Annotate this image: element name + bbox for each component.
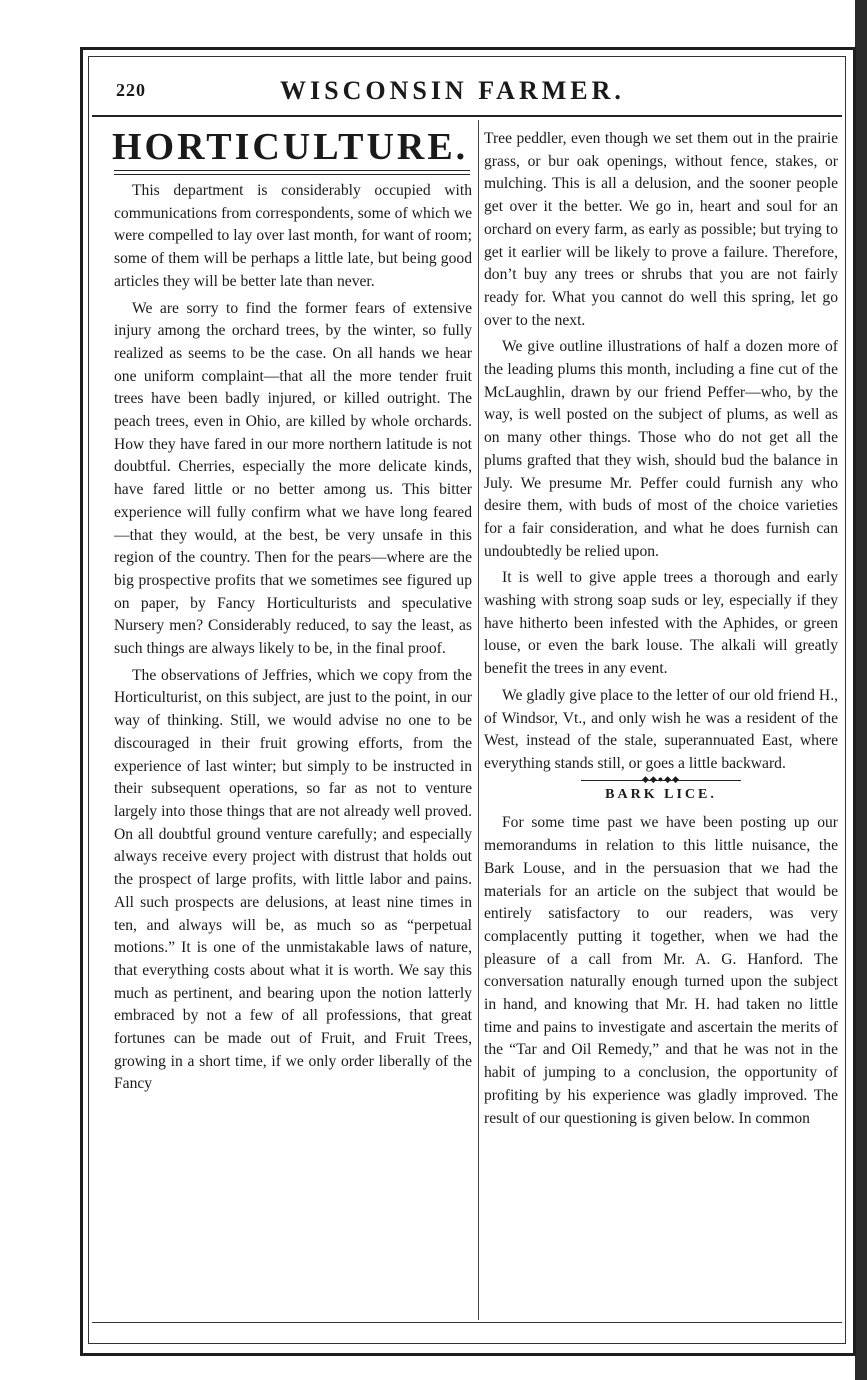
paragraph: It is well to give apple trees a thorough and early washing with strong soap suds or ley, especially if they have hitherto been infested with the Aphides, or green louse, or even the bark louse. The alkali will greatly benefit the trees in any event. [484,569,838,678]
subhead-rule [581,780,741,781]
paragraph: We are sorry to find the former fears of extensive injury among the orchard trees, by the winter, so fully realized as seems to be the case. On all hands we hear one uniform complaint—that all the more tender fruit trees have been badly injured, or killed outright. The peach trees, even in Ohio, are killed by whole orchards. How they have fared in our more northern latitude is not doubtful. Cherries, especially the more delicate kinds, have fared little or no better among us. This bitter experience will fully confirm what we have long feared—that they would, at the best, be very unsafe in this region of the country. Then for the pears—where are the big prospective profits that we sometimes see figured up on paper, by Fancy Horticulturists and speculative Nursery men? Considerably reduced, to say the least, as such things are always likely to be, in the final proof. [114,299,472,658]
title-rule-top [114,170,470,171]
subhead: BARK LICE. [605,786,717,802]
running-title: WISCONSIN FARMER. [280,76,625,105]
section-title: HORTICULTURE. [112,126,469,168]
paragraph: This department is considerably occupied with communications from correspondents, some of which we were compelled to lay over last month, for want of room; some of them will be perhaps a little late, but being good articles they will be better late than never. [114,182,472,290]
paragraph: We gladly give place to the letter of our old friend H., of Windsor, Vt., and only wish he was a resident of the West, instead of the stale, superannuated East, where everything stands still, or goes a little backward. [484,686,838,772]
page-edge-shadow [855,0,867,1380]
left-column [114,180,472,1100]
subhead-block [484,773,838,807]
footer-rule [92,1322,842,1323]
paragraph: The observations of Jeffries, which we copy from the Horticulturist, on this subject, are just to the point, in our way of thinking. Still, we would advise no one to be discouraged in their fruit growing efforts, from the experience of last winter; but simply to be instructed in their subsequent operations, so far as not to venture largely into those things that are not already well proved. On all doubtful ground venture carefully; and especially always receive every project with distrust that holds out the prospect of large profits, with little labor and pains. All such prospects are delusions, at least nine times in ten, and always will be, as much so as “perpetual motions.” It is one of the unmistakable laws of nature, that everything costs about what it is worth. We say this much as pertinent, and bearing upon the notion latterly embraced by not a few of all professions, that great fortunes can be made out of Fruit, and Fruit Trees, growing in a short time, if we only order liberally of the Fancy [114,666,472,1093]
right-column [484,128,838,1134]
paragraph: For some time past we have been posting up our memorandums in relation to this little nuisance, the Bark Louse, and in the persuasion that we had the materials for an article on the subject that would be entirely satisfactory to our readers, was very complacently putting it together, when we had the pleasure of a call from Mr. A. G. Hanford. The conversation naturally enough turned upon the subject in hand, and knowing that Mr. H. had taken no little time and pains to investigate and ascertain the merits of the “Tar and Oil Remedy,” and that he was not in the habit of jumping to a conclusion, the opportunity of profiting by his experience was gladly improved. The result of our questioning is given below. In common [484,814,838,1127]
header-rule [92,115,842,117]
ornament-icon: ◆◆●◆◆ [641,773,681,784]
paragraph-continuation: Tree peddler, even though we set them out in the prairie grass, or bur oak openings, without fence, stakes, or mulching. This is all a delusion, and the sooner people get over it the better. We go in, heart and soul for an orchard on every farm, as early as possible; but trying to get it earlier will be likely to prove a failure. Therefore, don’t buy any trees or shrubs that you are not fairly ready for. What you cannot do well this spring, let go over to the next. [484,130,838,329]
column-divider [478,120,479,1320]
page-number: 220 [116,80,146,100]
paragraph: We give outline illustrations of half a dozen more of the leading plums this month, including a fine cut of the McLaughlin, drawn by our friend Peffer—who, by the way, is well posted on the subject of plums, as well as on many other things. Those who do not get all the plums grafted that they wish, should bud the balance in July. We presume Mr. Peffer could furnish any who desire them, with buds of most of the choice varieties for a fair consideration, and what he does furnish can undoubtedly be relied upon. [484,338,838,560]
title-rule-bottom [114,174,470,175]
